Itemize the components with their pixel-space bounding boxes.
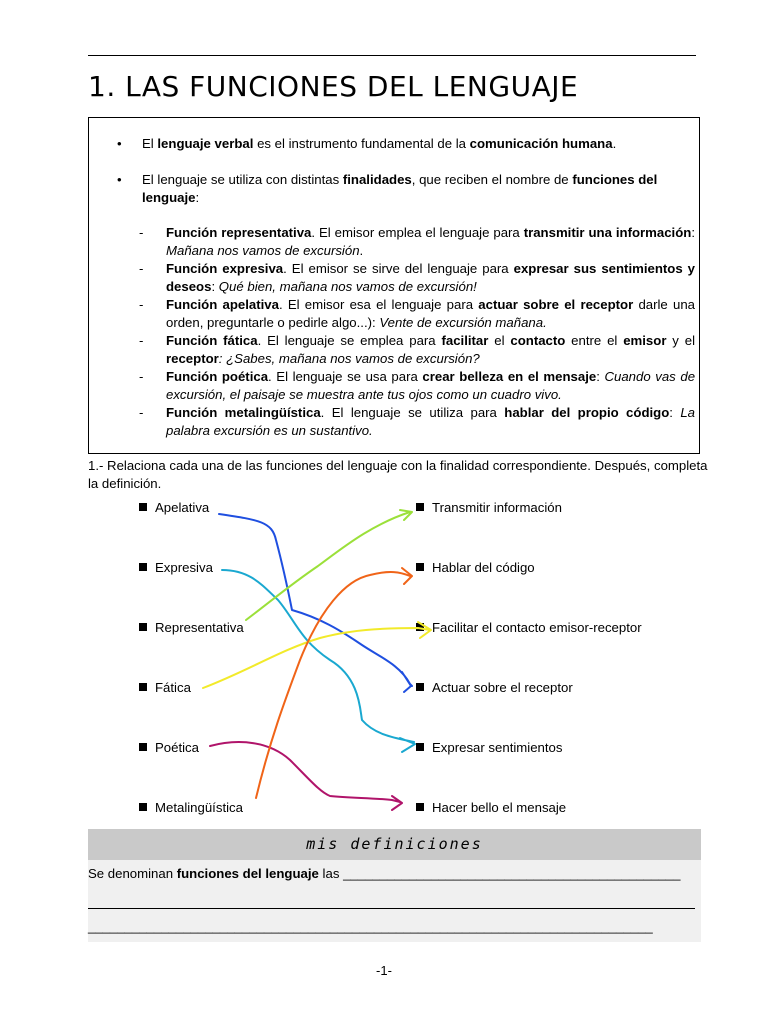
- left-item-poetica[interactable]: Poética: [139, 740, 199, 755]
- square-bullet-icon: [416, 563, 424, 571]
- exercise-instruction: 1.- Relaciona cada una de las funciones del lenguaje con la finalidad correspondiente. Después, completa la definición.: [88, 458, 708, 491]
- right-item-receptor[interactable]: Actuar sobre el receptor: [416, 680, 573, 695]
- definitions-heading: mis definiciones: [306, 835, 483, 853]
- bullet-marker: •: [117, 136, 122, 151]
- function-representativa: - Función representativa. El emisor emplea el lenguaje para transmitir una información: Mañana nos vamos de excursión.: [139, 225, 695, 258]
- function-metalinguistica: - Función metalingüística. El lenguaje se utiliza para hablar del propio código: La palabra excursión es un sustantivo.: [139, 405, 695, 438]
- top-rule: [88, 55, 696, 56]
- square-bullet-icon: [416, 683, 424, 691]
- square-bullet-icon: [416, 623, 424, 631]
- function-expresiva: - Función expresiva. El emisor se sirve del lenguaje para expresar sus sentimientos y deseos: Qué bien, mañana nos vamos de excursión!: [139, 261, 695, 294]
- bullet-lenguaje-verbal: • El lenguaje verbal es el instrumento fundamental de la comunicación humana.: [117, 136, 617, 151]
- square-bullet-icon: [416, 803, 424, 811]
- right-item-bello[interactable]: Hacer bello el mensaje: [416, 800, 566, 815]
- function-apelativa: - Función apelativa. El emisor esa el lenguaje para actuar sobre el receptor darle una orden, preguntarle o pedirle algo...): Vente de excursión mañana.: [139, 297, 695, 330]
- left-item-metalinguistica[interactable]: Metalingüística: [139, 800, 243, 815]
- line-representativa-transmitir: [246, 510, 412, 620]
- function-poetica: - Función poética. El lenguaje se usa para crear belleza en el mensaje: Cuando vas de excursión, el paisaje se muestra ante tus ojos como un cuadro vivo.: [139, 369, 696, 402]
- line-metalinguistica-codigo: [256, 568, 412, 798]
- right-item-contacto[interactable]: Facilitar el contacto emisor-receptor: [416, 620, 642, 635]
- left-item-expresiva[interactable]: Expresiva: [139, 560, 213, 575]
- definitions-body: [88, 860, 701, 942]
- page-title: 1. LAS FUNCIONES DEL LENGUAJE: [88, 70, 579, 103]
- line-apelativa-receptor: [219, 514, 412, 692]
- square-bullet-icon: [139, 803, 147, 811]
- square-bullet-icon: [416, 503, 424, 511]
- left-item-apelativa[interactable]: Apelativa: [139, 500, 209, 515]
- square-bullet-icon: [416, 743, 424, 751]
- square-bullet-icon: [139, 683, 147, 691]
- left-item-fatica[interactable]: Fática: [139, 680, 191, 695]
- square-bullet-icon: [139, 623, 147, 631]
- definition-sentence[interactable]: Se denominan funciones del lenguaje las ______________________________________________: [88, 866, 681, 881]
- square-bullet-icon: [139, 503, 147, 511]
- bullet-marker: •: [117, 172, 122, 187]
- left-item-representativa[interactable]: Representativa: [139, 620, 244, 635]
- right-item-codigo[interactable]: Hablar del código: [416, 560, 535, 575]
- square-bullet-icon: [139, 743, 147, 751]
- function-fatica: - Función fática. El lenguaje se emplea para facilitar el contacto entre el emisor y el receptor: ¿Sabes, mañana nos vamos de excursión?: [139, 333, 696, 366]
- theory-box: [88, 117, 700, 454]
- right-item-sentimientos[interactable]: Expresar sentimientos: [416, 740, 562, 755]
- bullet-finalidades: • El lenguaje se utiliza con distintas finalidades, que reciben el nombre de funciones del lenguaje:: [117, 172, 658, 205]
- page-number: -1-: [376, 963, 392, 978]
- right-item-transmitir[interactable]: Transmitir información: [416, 500, 562, 515]
- definitions-header: [88, 829, 701, 860]
- definition-answer-blank[interactable]: _____________________________________________________________________________: [88, 919, 653, 934]
- definition-answer-line[interactable]: [88, 908, 695, 909]
- square-bullet-icon: [139, 563, 147, 571]
- line-expresiva-sentimientos: [222, 570, 415, 752]
